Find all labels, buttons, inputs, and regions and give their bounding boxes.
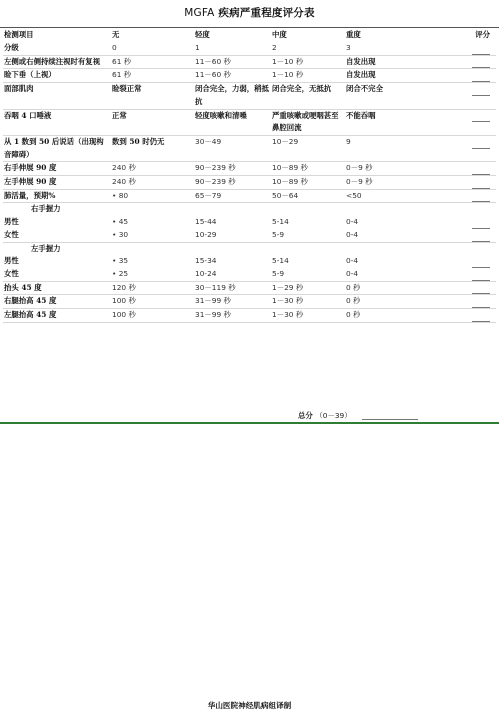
table-row [3, 255, 496, 268]
row-severe: 闭合不完全 [345, 83, 416, 109]
row-severe: 0-4 [345, 268, 416, 281]
header-severe: 重度 [346, 30, 361, 39]
row-severe: <50 [345, 189, 416, 203]
row-severe: 自发出现 [345, 69, 416, 83]
score-blank[interactable] [416, 162, 496, 176]
row-none: 61 秒 [111, 55, 194, 69]
row-none: 100 秒 [111, 295, 194, 309]
row-none: • 45 [112, 217, 129, 227]
row-moderate: 5-14 [272, 217, 289, 227]
row-none: 240 秒 [111, 176, 194, 190]
row-mild: 30－119 秒 [194, 281, 271, 295]
score-blank[interactable] [416, 255, 496, 268]
header-mild: 轻度 [195, 30, 210, 39]
row-mild: 10-29 [194, 229, 271, 242]
score-blank[interactable] [416, 229, 496, 242]
row-moderate: 2 [271, 42, 345, 55]
row-mild: 31－99 秒 [194, 309, 271, 323]
table-row [3, 42, 496, 55]
table-row [3, 295, 496, 309]
footer-credit: 华山医院神经肌病组译制 [207, 701, 292, 710]
row-none: • 35 [112, 256, 129, 266]
table-row [3, 309, 496, 323]
row-item: 右手伸展 90 度 [3, 162, 111, 176]
row-item: 肺活量，预期% [3, 189, 111, 203]
row-none: 100 秒 [111, 309, 194, 323]
row-moderate: 5-14 [272, 256, 289, 266]
score-blank[interactable] [416, 295, 496, 309]
row-none: 0 [111, 42, 194, 55]
header-none: 无 [112, 30, 120, 39]
bottom-rule [0, 422, 499, 424]
row-severe: 3 [345, 42, 416, 55]
row-item: 男性 [4, 217, 19, 227]
row-severe: 0-4 [345, 229, 416, 242]
row-moderate: 10－89 秒 [271, 162, 345, 176]
score-blank[interactable] [416, 268, 496, 281]
row-mild: 1 [194, 42, 271, 55]
row-item: 从 1 数到 50 后说话（出现构音障碍） [3, 135, 111, 161]
table-header-row [3, 28, 496, 42]
table-row [3, 55, 496, 69]
row-none: • 80 [111, 189, 194, 203]
table-row [3, 109, 496, 135]
row-mild: 90－239 秒 [194, 176, 271, 190]
row-item: 抬头 45 度 [3, 281, 111, 295]
title-text: 疾病严重程度评分表 [214, 7, 315, 19]
header-moderate: 中度 [272, 30, 287, 39]
row-moderate: 10－89 秒 [271, 176, 345, 190]
row-mild: 轻度咳嗽和清嗓 [194, 109, 271, 135]
row-none: 240 秒 [111, 162, 194, 176]
score-blank[interactable] [416, 281, 496, 295]
grip-subheader-row [3, 242, 496, 255]
row-none: 120 秒 [111, 281, 194, 295]
score-table [3, 28, 496, 323]
row-item: 左侧或右侧持续注视时有复视 [3, 55, 111, 69]
score-blank[interactable] [416, 69, 496, 83]
row-severe: 0-4 [346, 217, 359, 227]
row-mild: 65－79 [194, 189, 271, 203]
left-grip-label: 左手握力 [31, 243, 61, 253]
row-item: 分级 [3, 42, 111, 55]
total-label: 总分 [298, 411, 313, 420]
row-severe: 自发出现 [345, 55, 416, 69]
table-row [3, 216, 496, 229]
header-score: 评分 [475, 30, 490, 39]
score-blank[interactable] [416, 55, 496, 69]
row-none: 61 秒 [111, 69, 194, 83]
row-mild: 31－99 秒 [194, 295, 271, 309]
row-moderate: 1－29 秒 [271, 281, 345, 295]
row-moderate: 1－30 秒 [271, 295, 345, 309]
table-row [3, 268, 496, 281]
row-severe: 0 秒 [345, 281, 416, 295]
row-none: • 30 [111, 229, 194, 242]
row-moderate: 1－30 秒 [271, 309, 345, 323]
table-row [3, 229, 496, 242]
row-severe: 9 [345, 135, 416, 161]
row-severe: 0 秒 [345, 309, 416, 323]
document-title [0, 5, 499, 20]
row-item: 面部肌肉 [3, 83, 111, 109]
total-range: （0－39） [315, 411, 352, 420]
score-blank[interactable] [416, 176, 496, 190]
row-item: 左手伸展 90 度 [3, 176, 111, 190]
row-severe: 0－9 秒 [345, 176, 416, 190]
title-abbreviation: MGFA [184, 7, 215, 19]
row-moderate: 严重咳嗽或哽咽甚至鼻腔回流 [271, 109, 345, 135]
right-grip-label: 右手握力 [31, 204, 61, 214]
row-item: 吞咽 4 口唾液 [3, 109, 111, 135]
table-row [3, 189, 496, 203]
total-score-blank[interactable] [362, 419, 418, 420]
score-blank[interactable] [416, 42, 496, 55]
table-row [3, 83, 496, 109]
row-mild: 11－60 秒 [194, 55, 271, 69]
table-row [3, 69, 496, 83]
score-blank[interactable] [416, 216, 496, 229]
row-moderate: 5-9 [271, 268, 345, 281]
score-blank[interactable] [416, 309, 496, 323]
total-score [298, 410, 352, 421]
table-row [3, 176, 496, 190]
row-severe: 0－9 秒 [345, 162, 416, 176]
row-severe: 不能吞咽 [345, 109, 416, 135]
score-blank[interactable] [416, 109, 496, 135]
row-mild: 90－239 秒 [194, 162, 271, 176]
row-item: 男性 [4, 256, 19, 266]
row-none: 数到 50 时仍无 [111, 135, 194, 161]
row-moderate: 50－64 [271, 189, 345, 203]
row-none: 睑裂正常 [111, 83, 194, 109]
table-row [3, 162, 496, 176]
row-mild: 15-34 [195, 256, 217, 266]
row-item: 右腿抬高 45 度 [3, 295, 111, 309]
row-moderate: 5-9 [271, 229, 345, 242]
header-item: 检测项目 [4, 30, 34, 39]
row-moderate: 10－29 [271, 135, 345, 161]
row-item: 女性 [3, 268, 111, 281]
row-severe: 0-4 [346, 256, 359, 266]
row-item: 左腿抬高 45 度 [3, 309, 111, 323]
row-mild: 闭合完全，力弱，稍抵抗 [194, 83, 271, 109]
row-none: 正常 [111, 109, 194, 135]
grip-subheader-row [3, 203, 496, 216]
row-mild: 11－60 秒 [194, 69, 271, 83]
row-item: 女性 [3, 229, 111, 242]
row-mild: 15-44 [195, 217, 217, 227]
row-mild: 30－49 [194, 135, 271, 161]
row-moderate: 1－10 秒 [271, 55, 345, 69]
table-row [3, 135, 496, 161]
row-item: 睑下垂（上视） [3, 69, 111, 83]
row-none: • 25 [111, 268, 194, 281]
row-moderate: 1－10 秒 [271, 69, 345, 83]
score-blank[interactable] [416, 189, 496, 203]
table-row [3, 281, 496, 295]
row-severe: 0 秒 [345, 295, 416, 309]
score-blank[interactable] [416, 135, 496, 161]
row-moderate: 闭合完全，无抵抗 [271, 83, 345, 109]
score-blank[interactable] [416, 83, 496, 109]
row-mild: 10-24 [194, 268, 271, 281]
